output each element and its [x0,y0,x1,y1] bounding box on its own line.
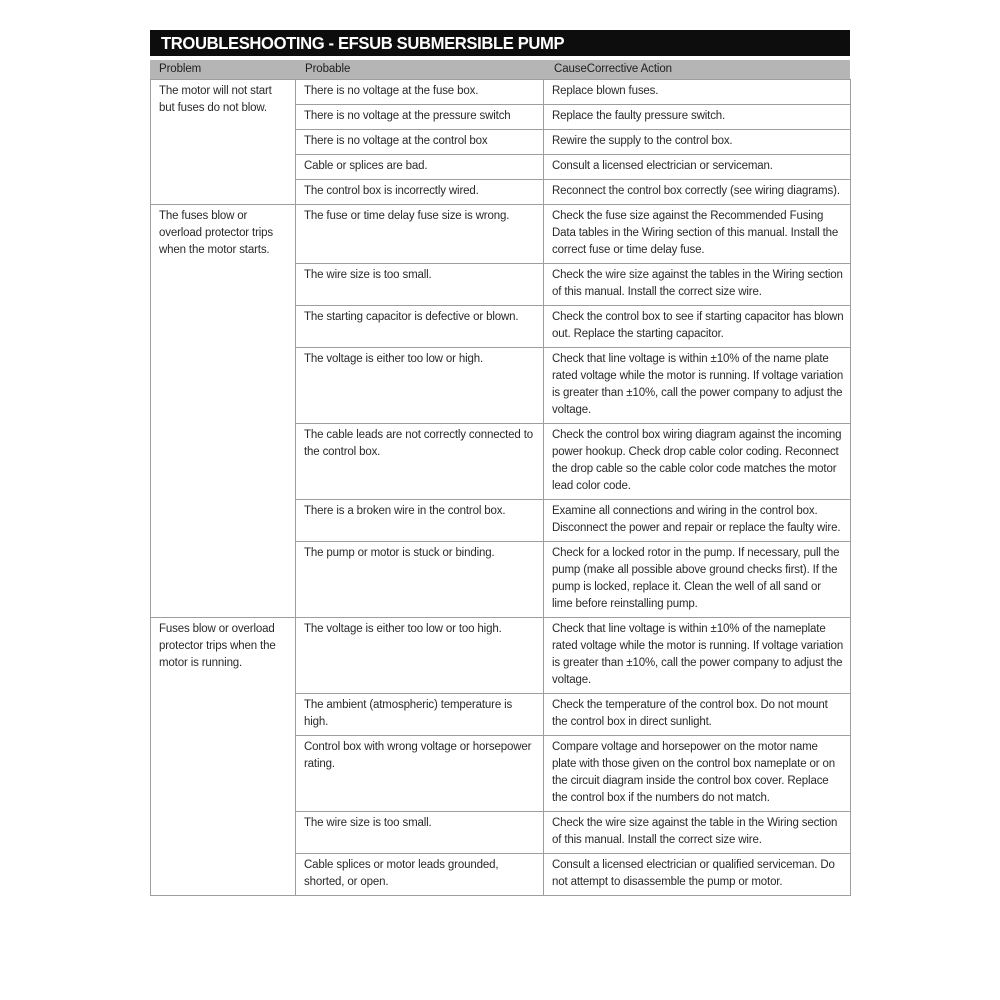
column-header-problem: Problem [159,63,202,75]
column-header-probable: Probable [305,63,351,75]
corrective-action-cell: Check that line voltage is within ±10% of the name plate rated voltage while the motor is running. If voltage variation is greater than ±10%, call the power company to adjust the voltage. [544,348,851,424]
problem-cell: Fuses blow or overload protector trips when the motor is running. [151,618,296,896]
probable-cause-cell: The voltage is either too low or high. [296,348,544,424]
probable-cause-cell: Cable or splices are bad. [296,155,544,180]
probable-cause-cell: There is no voltage at the control box [296,130,544,155]
probable-cause-cell: The pump or motor is stuck or binding. [296,542,544,618]
probable-cause-cell: The control box is incorrectly wired. [296,180,544,205]
probable-cause-cell: The starting capacitor is defective or blown. [296,306,544,348]
corrective-action-cell: Check for a locked rotor in the pump. If necessary, pull the pump (make all possible above ground checks first). If the pump is locked, replace it. Clean the well of all sand or lime before reinstalling pump. [544,542,851,618]
corrective-action-cell: Check that line voltage is within ±10% of the nameplate rated voltage while the motor is running. If voltage variation is greater than ±10%, call the power company to adjust the voltage. [544,618,851,694]
table-row [151,618,851,694]
problem-cell: The fuses blow or overload protector trips when the motor starts. [151,205,296,618]
corrective-action-cell: Compare voltage and horsepower on the motor name plate with those given on the control box nameplate or on the circuit diagram inside the control box cover. Replace the control box if the numbers do not match. [544,736,851,812]
probable-cause-cell: The fuse or time delay fuse size is wrong. [296,205,544,264]
table-title: TROUBLESHOOTING - EFSUB SUBMERSIBLE PUMP [161,33,565,53]
probable-cause-cell: The voltage is either too low or too high. [296,618,544,694]
table-header-row [150,60,850,79]
corrective-action-cell: Reconnect the control box correctly (see wiring diagrams). [544,180,851,205]
table-row [151,205,851,264]
corrective-action-cell: Check the control box wiring diagram against the incoming power hookup. Check drop cable color coding. Reconnect the drop cable so the cable color code matches the motor lead color code. [544,424,851,500]
troubleshooting-document [150,30,850,896]
corrective-action-cell: Check the temperature of the control box. Do not mount the control box in direct sunlight. [544,694,851,736]
column-header-cause-corrective-action: CauseCorrective Action [554,63,672,75]
corrective-action-cell: Consult a licensed electrician or qualified serviceman. Do not attempt to disassemble the pump or motor. [544,854,851,896]
probable-cause-cell: The cable leads are not correctly connected to the control box. [296,424,544,500]
corrective-action-cell: Replace the faulty pressure switch. [544,105,851,130]
probable-cause-cell: The ambient (atmospheric) temperature is high. [296,694,544,736]
table-title-bar [150,30,850,56]
table-row [151,80,851,105]
troubleshooting-grid [150,79,851,896]
corrective-action-cell: Consult a licensed electrician or serviceman. [544,155,851,180]
corrective-action-cell: Check the wire size against the table in the Wiring section of this manual. Install the correct size wire. [544,812,851,854]
probable-cause-cell: There is a broken wire in the control box. [296,500,544,542]
corrective-action-cell: Check the fuse size against the Recommended Fusing Data tables in the Wiring section of this manual. Install the correct fuse or time delay fuse. [544,205,851,264]
problem-cell: The motor will not start but fuses do not blow. [151,80,296,205]
corrective-action-cell: Rewire the supply to the control box. [544,130,851,155]
probable-cause-cell: There is no voltage at the pressure switch [296,105,544,130]
probable-cause-cell: Control box with wrong voltage or horsepower rating. [296,736,544,812]
probable-cause-cell: The wire size is too small. [296,264,544,306]
probable-cause-cell: The wire size is too small. [296,812,544,854]
probable-cause-cell: Cable splices or motor leads grounded, shorted, or open. [296,854,544,896]
probable-cause-cell: There is no voltage at the fuse box. [296,80,544,105]
corrective-action-cell: Check the wire size against the tables in the Wiring section of this manual. Install the correct size wire. [544,264,851,306]
corrective-action-cell: Check the control box to see if starting capacitor has blown out. Replace the starting capacitor. [544,306,851,348]
corrective-action-cell: Replace blown fuses. [544,80,851,105]
corrective-action-cell: Examine all connections and wiring in the control box. Disconnect the power and repair or replace the faulty wire. [544,500,851,542]
